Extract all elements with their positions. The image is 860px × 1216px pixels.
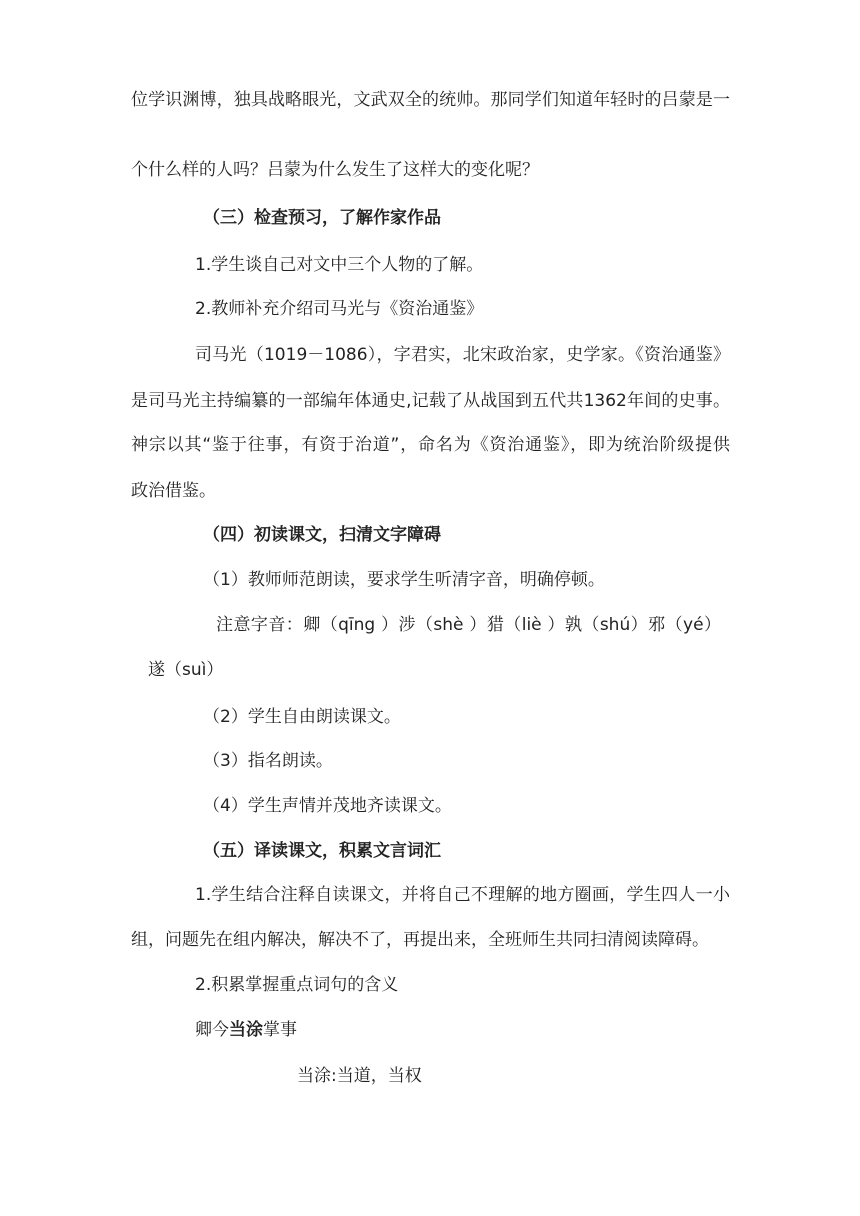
section-5-item-1-line-1: 1.学生结合注释自读课文，并将自己不理解的地方圈画，学生四人一小 — [195, 885, 730, 905]
pronunciation-line-1: 注意字音：卿（qīng ）涉（shè ）猎（liè ）孰（shú）邪（yé） — [216, 615, 721, 635]
section-4-item-1: （1）教师师范朗读，要求学生听清字音，明确停顿。 — [203, 570, 605, 590]
sima-guang-para-line-1: 司马光（1019－1086），字君实，北宋政治家，史学家。《资治通鉴》 — [195, 345, 730, 365]
vocab-definition: 当涂:当道，当权 — [297, 1066, 422, 1086]
section-4-item-4: （4）学生声情并茂地齐读课文。 — [203, 796, 452, 816]
intro-line-2: 个什么样的人吗？吕蒙为什么发生了这样大的变化呢？ — [131, 160, 539, 180]
vocab-example-prefix: 卿今 — [195, 1020, 229, 1040]
vocab-example-keyword: 当涂 — [229, 1020, 263, 1040]
sima-guang-para-line-4: 政治借鉴。 — [131, 481, 216, 501]
section-5-item-1-line-2: 组，问题先在组内解决，解决不了，再提出来，全班师生共同扫清阅读障碍。 — [131, 930, 709, 950]
intro-line-1: 位学识渊博，独具战略眼光，文武双全的统帅。那同学们知道年轻时的吕蒙是一 — [131, 90, 730, 110]
vocab-example-sentence — [195, 1018, 297, 1042]
section-4-item-3: （3）指名朗读。 — [203, 751, 333, 771]
vocab-example-suffix: 掌事 — [263, 1020, 297, 1040]
sima-guang-para-line-2: 是司马光主持编纂的一部编年体通史,记载了从战国到五代共1362年间的史事。 — [131, 391, 730, 411]
sima-guang-para-line-3: 神宗以其“鉴于往事，有资于治道”，命名为《资治通鉴》，即为统治阶级提供 — [131, 435, 730, 455]
section-5-item-2: 2.积累掌握重点词句的含义 — [195, 975, 399, 995]
pronunciation-line-2: 遂（suì） — [148, 660, 224, 680]
section-4-heading: （四）初读课文，扫清文字障碍 — [203, 525, 441, 545]
section-5-heading: （五）译读课文，积累文言词汇 — [203, 841, 441, 861]
section-3-item-1: 1.学生谈自己对文中三个人物的了解。 — [195, 255, 484, 275]
section-4-item-2: （2）学生自由朗读课文。 — [203, 707, 401, 727]
section-3-heading: （三）检查预习，了解作家作品 — [203, 208, 441, 228]
section-3-item-2: 2.教师补充介绍司马光与《资治通鉴》 — [195, 299, 484, 319]
